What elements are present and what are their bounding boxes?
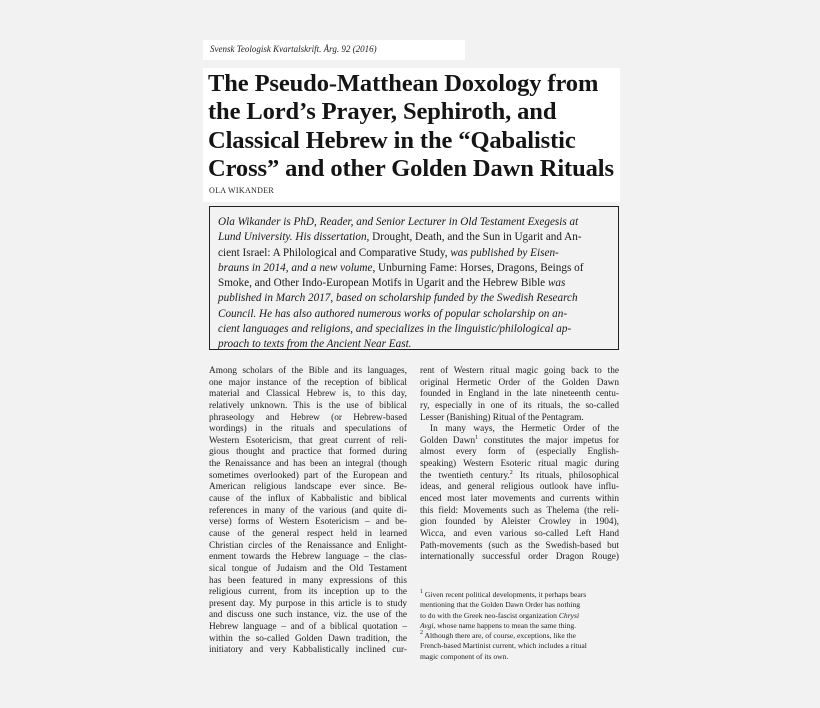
bio-text: Lund University. His dissertation, <box>218 231 370 244</box>
author-name: OLA WIKANDER <box>209 186 275 195</box>
body-line: ideas, and general religious outlook have influ- <box>420 482 619 493</box>
body-line: ry, especially in one of its rituals, the so-called <box>420 400 619 411</box>
title-line: Classical Hebrew in the “Qabalistic <box>208 126 576 154</box>
bio-line: proach to texts from the Ancient Near East. <box>218 338 412 351</box>
footnote-line <box>420 621 619 631</box>
body-line: Hebrew language – and of a biblical quotation – <box>209 622 407 633</box>
bio-line: Council. He has also authored numerous works of popular scholarship on an- <box>218 307 568 320</box>
body-line: references in many of the various (and quite di- <box>209 505 407 516</box>
bio-text: was <box>545 277 566 290</box>
bio-line <box>218 261 613 276</box>
body-line: Among scholars of the Bible and its languages, <box>209 366 407 376</box>
bio-text: brauns in 2014, and a new volume, <box>218 261 376 274</box>
body-line: cause of the influx of Kabbalistic and biblical <box>209 494 407 505</box>
footnotes <box>420 590 619 662</box>
footnote-line: mentioning that the Golden Dawn Order has nothing <box>420 600 581 610</box>
body-line: enment towards the Hebrew language – the clas- <box>209 552 407 563</box>
body-line: the Renaissance and has been an integral (though <box>209 459 407 470</box>
bio-line: published in March 2017, based on scholarship funded by the Swedish Research <box>218 292 578 305</box>
body-line: gion founded by Aleister Crowley in 1904), <box>420 517 619 528</box>
body-line: initiatory and very Kabbalistically inclined cur- <box>209 645 407 656</box>
body-line: internationally successful order Dragon Rouge) <box>420 552 619 563</box>
body-text: Its rituals, philosophical <box>512 470 619 481</box>
book-title: Unburning Fame: Horses, Dragons, Beings of <box>375 261 584 274</box>
footnote-text: Given recent political developments, it perhaps bears <box>423 590 587 599</box>
footnote-line: magic component of its own. <box>420 651 509 661</box>
organization-name: Chrysi <box>558 610 580 620</box>
bio-text: was published by Eisen- <box>447 246 559 259</box>
footnote-line <box>420 611 619 621</box>
body-text: the twentieth century. <box>420 470 510 481</box>
body-line: verse) forms of Western Esotericism – and be- <box>209 517 407 528</box>
footnote-1 <box>420 590 619 600</box>
body-line: cause of the general respect held in learned <box>209 528 407 539</box>
body-line: Wicca, and even various so-called Left Hand <box>420 528 619 539</box>
bio-line <box>218 246 613 261</box>
footnote-number: 1 <box>420 589 423 595</box>
author-bio <box>218 215 613 353</box>
body-line: almost every form of (especially English- <box>420 447 619 458</box>
body-line: American religious landscape ever since. Be- <box>209 482 407 493</box>
body-column-left <box>209 366 407 657</box>
body-line: Christian circles of the Renaissance and Enlight- <box>209 540 407 551</box>
title-line: The Pseudo-Matthean Doxology from <box>208 70 599 97</box>
body-line: wordings) in the rituals and speculations of <box>209 424 407 435</box>
footnote-text: Although there are, of course, exceptions, like the <box>423 631 576 640</box>
book-title: Smoke, and Other Indo-European Motifs in Ugarit and the Hebrew Bible <box>218 277 546 290</box>
body-line: sical tongue of Judaism and the Old Testament <box>209 563 407 574</box>
body-text: Golden Dawn <box>420 435 476 446</box>
bio-line: cient languages and religions, and specializes in the linguistic/philological ap- <box>218 323 572 336</box>
body-line: enced most later movements and currents within <box>420 494 619 505</box>
title-line: the Lord’s Prayer, Sephiroth, and <box>208 98 557 126</box>
body-line: and discuss one such instance, viz. the use of the <box>209 610 407 621</box>
footnote-line: French-based Martinist current, which includes a ritual <box>420 641 587 651</box>
title-line: Cross” and other Golden Dawn Rituals <box>208 155 614 183</box>
body-line: gious thought and practice that formed during <box>209 447 407 458</box>
body-line: present day. My purpose in this article is to study <box>209 598 407 609</box>
body-line: has been featured in many expressions of this <box>209 575 407 586</box>
body-line: relatively unknown. This is the use of biblical <box>209 400 407 411</box>
footnote-text: , whose name happens to mean the same thing. <box>433 620 577 630</box>
footnote-2 <box>420 631 619 641</box>
body-line: speaking) Western Esoteric ritual magic during <box>420 459 619 470</box>
body-column-right <box>420 366 619 564</box>
body-line: rent of Western ritual magic going back to the <box>420 366 619 376</box>
footnote-ref-1[interactable]: 1 <box>475 434 479 441</box>
dissertation-title: Drought, Death, and the Sun in Ugarit and An- <box>369 231 582 244</box>
body-line: original Hermetic Order of the Golden Dawn <box>420 377 619 388</box>
footnote-ref-2[interactable]: 2 <box>509 469 513 476</box>
bio-line: Ola Wikander is PhD, Reader, and Senior Lecturer in Old Testament Exegesis at <box>218 216 579 228</box>
body-line: within the so-called Golden Dawn tradition, the <box>209 633 407 644</box>
paragraph-start: In many ways, the Hermetic Order of the <box>430 424 619 435</box>
body-line: Path-movements (such as the Swedish-based but <box>420 540 619 551</box>
dissertation-title: cient Israel: A Philological and Comparative Study, <box>218 246 448 259</box>
bio-line <box>218 230 613 245</box>
article-title <box>208 70 620 184</box>
body-line: Western Esotericism, that great current of reli- <box>209 435 407 446</box>
body-text: constitutes the major impetus for <box>478 435 619 446</box>
organization-name: Avgi <box>420 620 434 630</box>
body-line <box>420 471 619 483</box>
body-line: one major instance of the reception of biblical <box>209 377 407 388</box>
bio-line <box>218 276 613 291</box>
footnote-text: to do with the Greek neo-fascist organization <box>420 610 559 620</box>
body-line: sometimes overlooked) part of the European and <box>209 470 407 481</box>
footnote-number: 2 <box>420 630 423 636</box>
journal-header: Svensk Teologisk Kvartalskrift. Årg. 92 (2016) <box>210 44 377 54</box>
body-line: religious current, from its inception up to the <box>209 587 407 598</box>
body-line: material and Classical Hebrew is, to this day, <box>209 389 407 400</box>
body-line: Lesser (Banishing) Ritual of the Pentagram. <box>420 412 584 423</box>
body-line: phraseology and Hebrew (or Hebrew-based <box>209 412 407 423</box>
body-line <box>420 436 619 448</box>
body-line: founded in England in the late nineteenth centu- <box>420 389 619 400</box>
body-line: this field: Movements such as Thelema (the reli- <box>420 505 619 516</box>
